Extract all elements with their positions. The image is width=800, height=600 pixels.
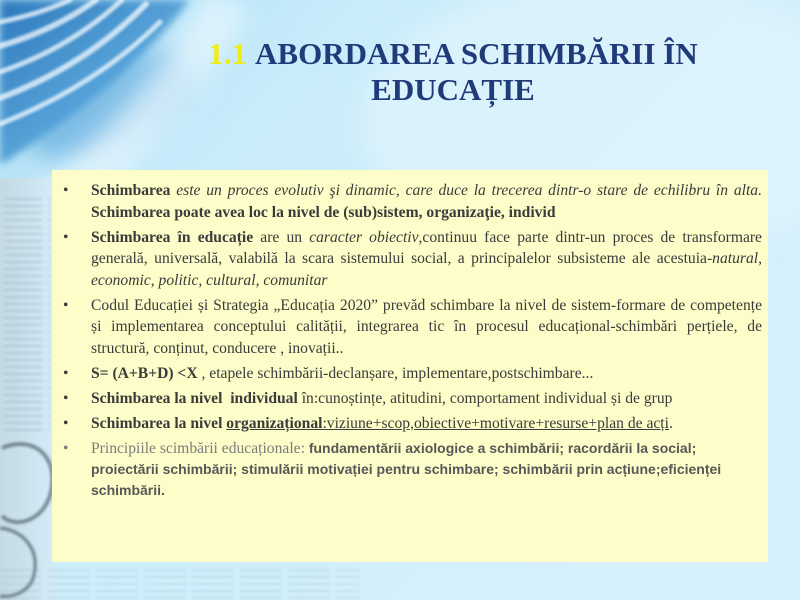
newspaper-lines	[4, 196, 50, 436]
bullet-change-in-education	[91, 227, 762, 292]
bullet-list	[52, 170, 768, 501]
bullet-2-subsystems: natural, economic, politic, cultural, comunitar	[91, 250, 762, 289]
bullet-1-term: Schimbarea	[91, 182, 171, 199]
bottom-newspaper-strip	[0, 566, 360, 600]
bullet-5-term: Schimbarea la nivel individual	[91, 389, 298, 407]
title-number: 1.1	[208, 36, 248, 71]
title-text: ABORDAREA SCHIMBĂRII ÎN EDUCAȚIE	[255, 36, 698, 107]
bullet-6-term: Schimbarea la nivel	[91, 414, 227, 432]
bullet-7-principles: fundamentării axiologice a schimbării; racordării la social; proiectării schimbării; stimulării motivației pentru schimbare; schimbării prin acțiune;eficienței schimbării.	[91, 439, 722, 498]
bullet-5-areas: în:cunoștințe, atitudini, comportament individual și de grup	[297, 389, 673, 407]
bullet-individual-change	[91, 388, 762, 410]
slide-title	[173, 36, 733, 108]
bullet-2-description: ,continuu face parte dintr-un proces de transformare generală, universală, valabilă la scara sistemului social, a principalelor subsisteme ale acestuia-	[91, 228, 762, 267]
bullet-2-text: are un	[253, 228, 310, 246]
bullet-change-principles	[91, 438, 762, 501]
bullet-4-stages: , etapele schimbării-declanșare, implementare,postschimbare...	[197, 364, 594, 382]
bullet-change-formula	[91, 363, 762, 385]
bullet-1-levels: Schimbarea poate avea loc la nivel de (sub)sistem, organizaţie, individ	[91, 203, 556, 221]
bullet-1-definition: este un proces evolutiv şi dinamic, care duce la trecerea dintr-o stare de echilibru în alta.	[170, 182, 762, 199]
bullet-organizational-change	[91, 413, 762, 435]
bullet-4-formula: S= (A+B+D) <X	[91, 364, 198, 382]
bullet-2-emphasis: caracter obiectiv	[309, 228, 419, 246]
bullet-6-level: organizațional	[226, 414, 323, 432]
bullet-change-definition	[91, 180, 762, 223]
bullet-education-code	[91, 295, 762, 360]
bullet-2-term: Schimbarea în educație	[91, 228, 254, 246]
bullet-6-components: :viziune+scop,obiective+motivare+resurse+plan de acți	[322, 414, 669, 432]
content-box	[52, 170, 768, 562]
bullet-7-label: Principiile scimbării educaționale:	[91, 439, 309, 457]
bullet-6-end: .	[668, 414, 673, 432]
bullet-3-text: Codul Educației și Strategia „Educația 2020” prevăd schimbare la nivel de sistem-formare de competențe și implementarea conceptului calității, integrarea tic în procesul educațional-schimbări perțiele, de structură, conținut, conducere , inovații..	[91, 296, 762, 357]
